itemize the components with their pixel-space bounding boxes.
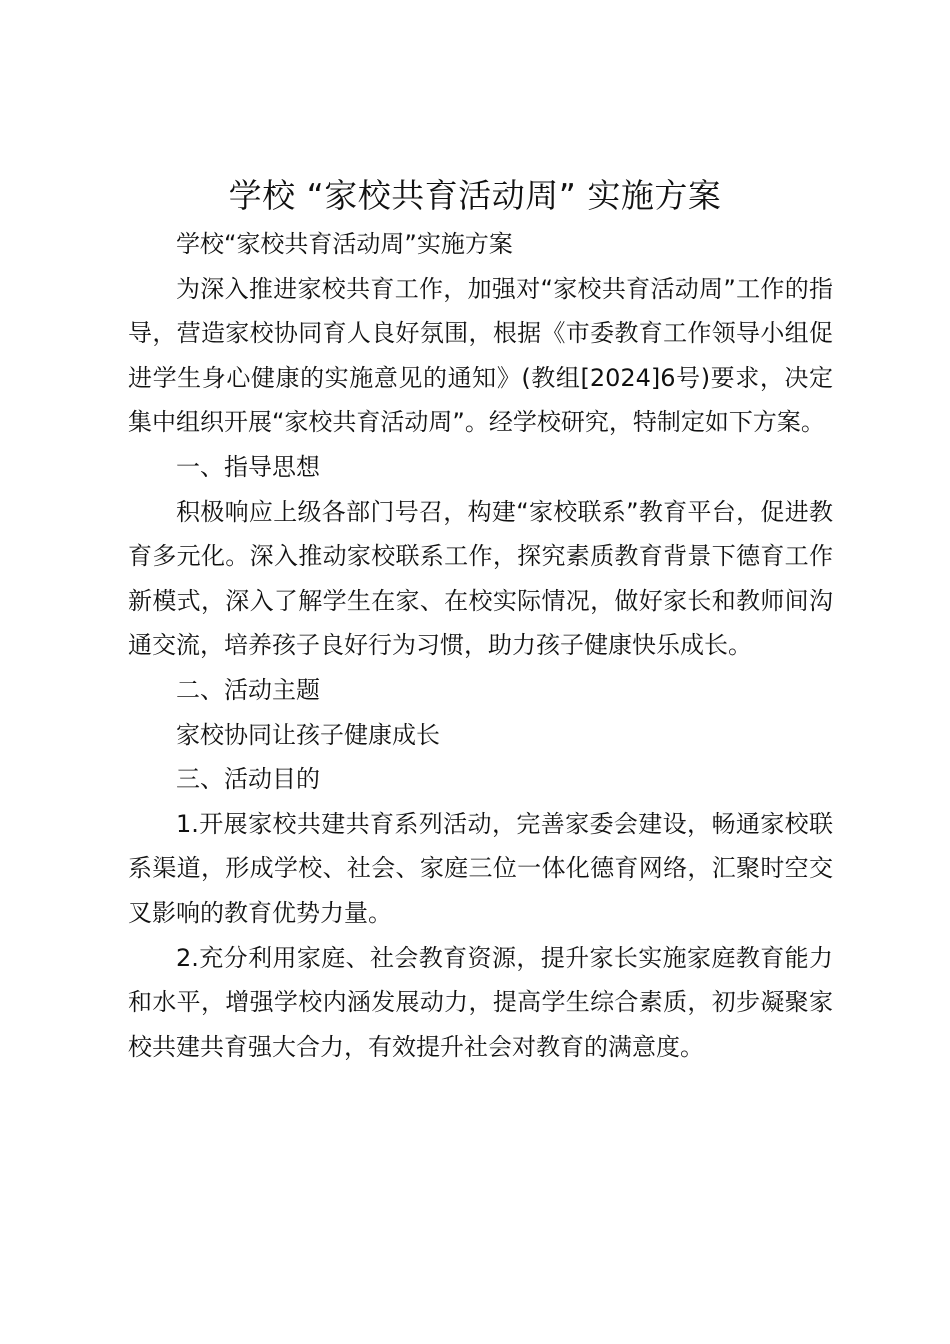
guiding-ideology-paragraph: 积极响应上级各部门号召，构建“家校联系”教育平台，促进教育多元化。深入推动家校联系工作，探究素质教育背景下德育工作新模式，深入了解学生在家、在校实际情况，做好家长和教师间沟通交流，培养孩子良好行为习惯，助力孩子健康快乐成长。 [128, 497, 833, 660]
purpose-item-2: 2.充分利用家庭、社会教育资源，提升家长实施家庭教育能力和水平，增强学校内涵发展动力，提高学生综合素质，初步凝聚家校共建共育强大合力，有效提升社会对教育的满意度。 [128, 943, 833, 1061]
repeated-title-paragraph: 学校“家校共育活动周”实施方案 [176, 230, 513, 258]
activity-theme-paragraph: 家校协同让孩子健康成长 [176, 720, 440, 749]
section-heading-activity-theme: 二、活动主题 [176, 675, 320, 704]
document-title: 学校 “家校共育活动周” 实施方案 [228, 176, 722, 215]
purpose-item-1: 1.开展家校共建共育系列活动，完善家委会建设，畅通家校联系渠道，形成学校、社会、家庭三位一体化德育网络，汇聚时空交叉影响的教育优势力量。 [128, 809, 833, 927]
section-heading-activity-purpose: 三、活动目的 [176, 765, 320, 794]
section-heading-guiding-ideology: 一、指导思想 [176, 452, 320, 481]
document-body [128, 222, 833, 1069]
intro-paragraph: 为深入推进家校共育工作，加强对“家校共育活动周”工作的指导，营造家校协同育人良好氛围，根据《市委教育工作领导小组促进学生身心健康的实施意见的通知》(教组[2024]6号)要求，决定集中组织开展“家校共育活动周”。经学校研究，特制定如下方案。 [128, 274, 833, 437]
